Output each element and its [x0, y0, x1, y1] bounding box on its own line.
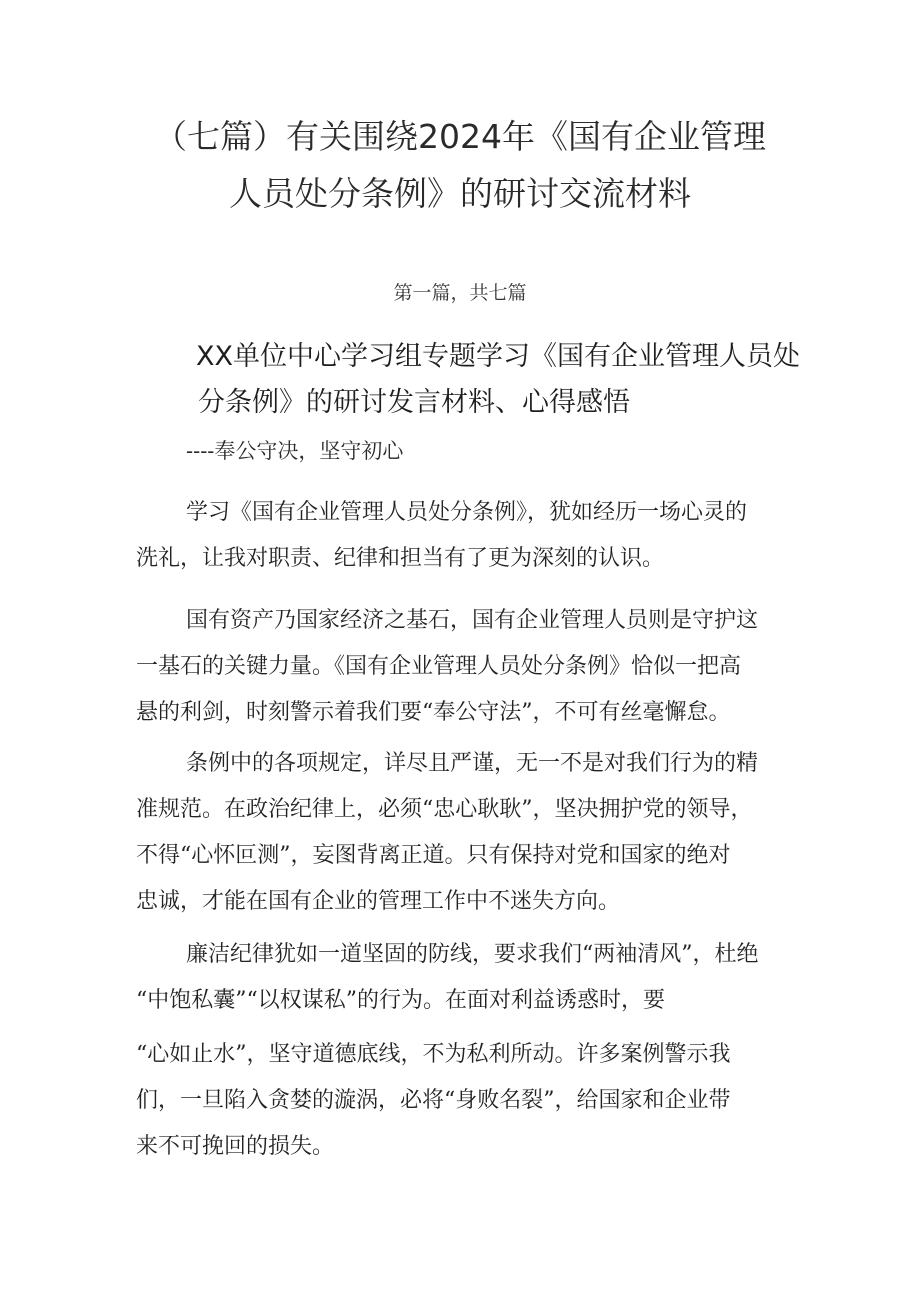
paragraph-line: “心如止水”，坚守道德底线，不为私利所动。许多案例警示我	[136, 1042, 731, 1067]
paragraph-line: 国有资产乃国家经济之基石，国有企业管理人员则是守护这	[186, 608, 759, 633]
document-title-line-2: 人员处分条例》的研讨交流材料	[229, 174, 691, 213]
paragraph-line: 忠诚，才能在国有企业的管理工作中不迷失方向。	[136, 889, 621, 914]
paragraph-line: 一基石的关键力量。《国有企业管理人员处分条例》恰似一把高	[136, 654, 742, 679]
article-subtitle-line-1: XX单位中心学习组专题学习《国有企业管理人员处	[196, 341, 800, 372]
paragraph-line: 来不可挽回的损失。	[136, 1134, 335, 1159]
paragraph-line: 洗礼，让我对职责、纪律和担当有了更为深刻的认识。	[136, 546, 665, 571]
paragraph-line: 学习《国有企业管理人员处分条例》，犹如经历一场心灵的	[186, 500, 748, 525]
byline: ----奉公守决，坚守初心	[186, 439, 404, 463]
paragraph-line: 准规范。在政治纪律上，必须“忠心耿耿”，坚决拥护党的领导，	[136, 797, 753, 822]
paragraph-line: 廉洁纪律犹如一道坚固的防线，要求我们“两袖清风”，杜绝	[186, 942, 759, 967]
article-subtitle-line-2: 分条例》的研讨发言材料、心得感悟	[198, 387, 630, 418]
paragraph-5	[136, 1032, 806, 1170]
paragraph-line: 悬的利剑，时刻警示着我们要“奉公守法”，不可有丝毫懈怠。	[136, 700, 731, 725]
paragraph-line: 们，一旦陷入贪婪的漩涡，必将“身败名裂”，给国家和企业带	[136, 1088, 731, 1113]
article-subtitle	[196, 334, 836, 426]
paragraph-4	[136, 932, 806, 1024]
paragraph-1	[136, 490, 806, 582]
document-title-line-1: （七篇）有关围绕2024年《国有企业管理	[154, 117, 766, 156]
paragraph-line: “中饱私囊”“以权谋私”的行为。在面对利益诱惑时，要	[136, 988, 665, 1013]
paragraph-line: 不得“心怀叵测”，妄图背离正道。只有保持对党和国家的绝对	[136, 843, 731, 868]
paragraph-2	[136, 598, 806, 736]
paragraph-3	[136, 741, 806, 925]
paragraph-line: 条例中的各项规定，详尽且严谨，无一不是对我们行为的精	[186, 751, 759, 776]
section-label: 第一篇，共七篇	[393, 282, 527, 304]
document-title	[110, 108, 810, 222]
